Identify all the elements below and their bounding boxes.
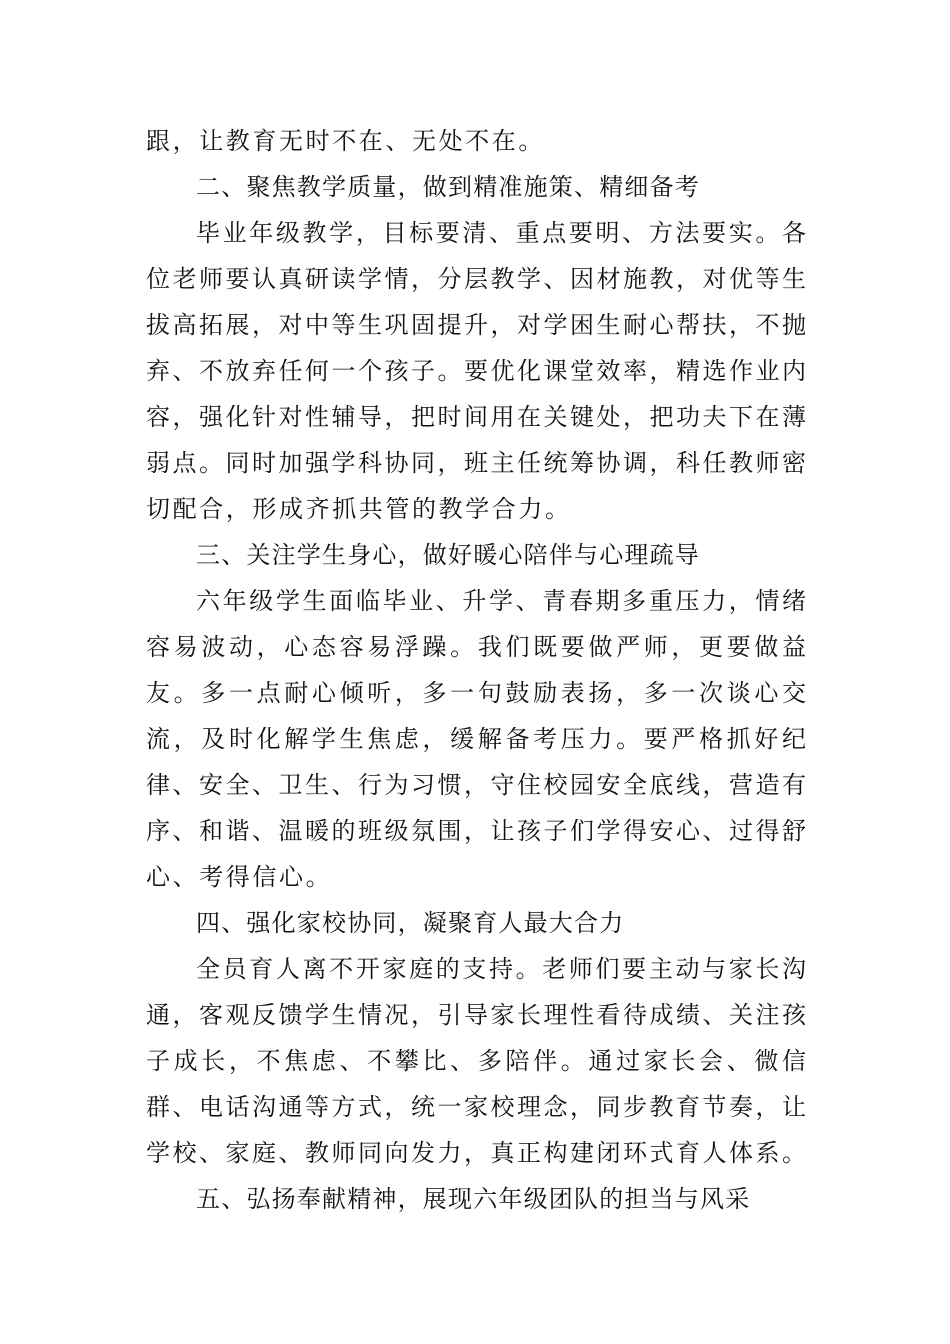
text-line: 拔高拓展，对中等生巩固提升，对学困生耐心帮扶，不抛 xyxy=(146,311,806,339)
text-line: 流，及时化解学生焦虑，缓解备考压力。要严格抓好纪 xyxy=(146,725,806,753)
text-line: 毕业年级教学，目标要清、重点要明、方法要实。各 xyxy=(196,219,806,247)
section-heading-4: 四、强化家校协同，凝聚育人最大合力 xyxy=(196,909,625,937)
text-line: 群、电话沟通等方式，统一家校理念，同步教育节奏，让 xyxy=(146,1093,806,1121)
text-line: 弃、不放弃任何一个孩子。要优化课堂效率，精选作业内 xyxy=(146,357,806,385)
section-heading-3: 三、关注学生身心，做好暖心陪伴与心理疏导 xyxy=(196,541,700,569)
text-line: 跟，让教育无时不在、无处不在。 xyxy=(146,127,545,155)
text-line: 切配合，形成齐抓共管的教学合力。 xyxy=(146,495,572,523)
text-line: 友。多一点耐心倾听，多一句鼓励表扬，多一次谈心交 xyxy=(146,679,806,707)
text-line: 容，强化针对性辅导，把时间用在关键处，把功夫下在薄 xyxy=(146,403,806,431)
text-line: 弱点。同时加强学科协同，班主任统筹协调，科任教师密 xyxy=(146,449,806,477)
text-line: 容易波动，心态容易浮躁。我们既要做严师，更要做益 xyxy=(146,633,806,661)
text-line: 位老师要认真研读学情，分层教学、因材施教，对优等生 xyxy=(146,265,806,293)
text-line: 通，客观反馈学生情况，引导家长理性看待成绩、关注孩 xyxy=(146,1001,806,1029)
text-line: 子成长，不焦虑、不攀比、多陪伴。通过家长会、微信 xyxy=(146,1047,806,1075)
text-line: 律、安全、卫生、行为习惯，守住校园安全底线，营造有 xyxy=(146,771,806,799)
text-line: 学校、家庭、教师同向发力，真正构建闭环式育人体系。 xyxy=(146,1139,806,1167)
text-line: 全员育人离不开家庭的支持。老师们要主动与家长沟 xyxy=(196,955,806,983)
text-line: 六年级学生面临毕业、升学、青春期多重压力，情绪 xyxy=(196,587,806,615)
text-line: 序、和谐、温暖的班级氛围，让孩子们学得安心、过得舒 xyxy=(146,817,806,845)
section-heading-2: 二、聚焦教学质量，做到精准施策、精细备考 xyxy=(196,173,700,201)
text-line: 心、考得信心。 xyxy=(146,863,333,891)
section-heading-5: 五、弘扬奉献精神，展现六年级团队的担当与风采 xyxy=(196,1185,751,1213)
